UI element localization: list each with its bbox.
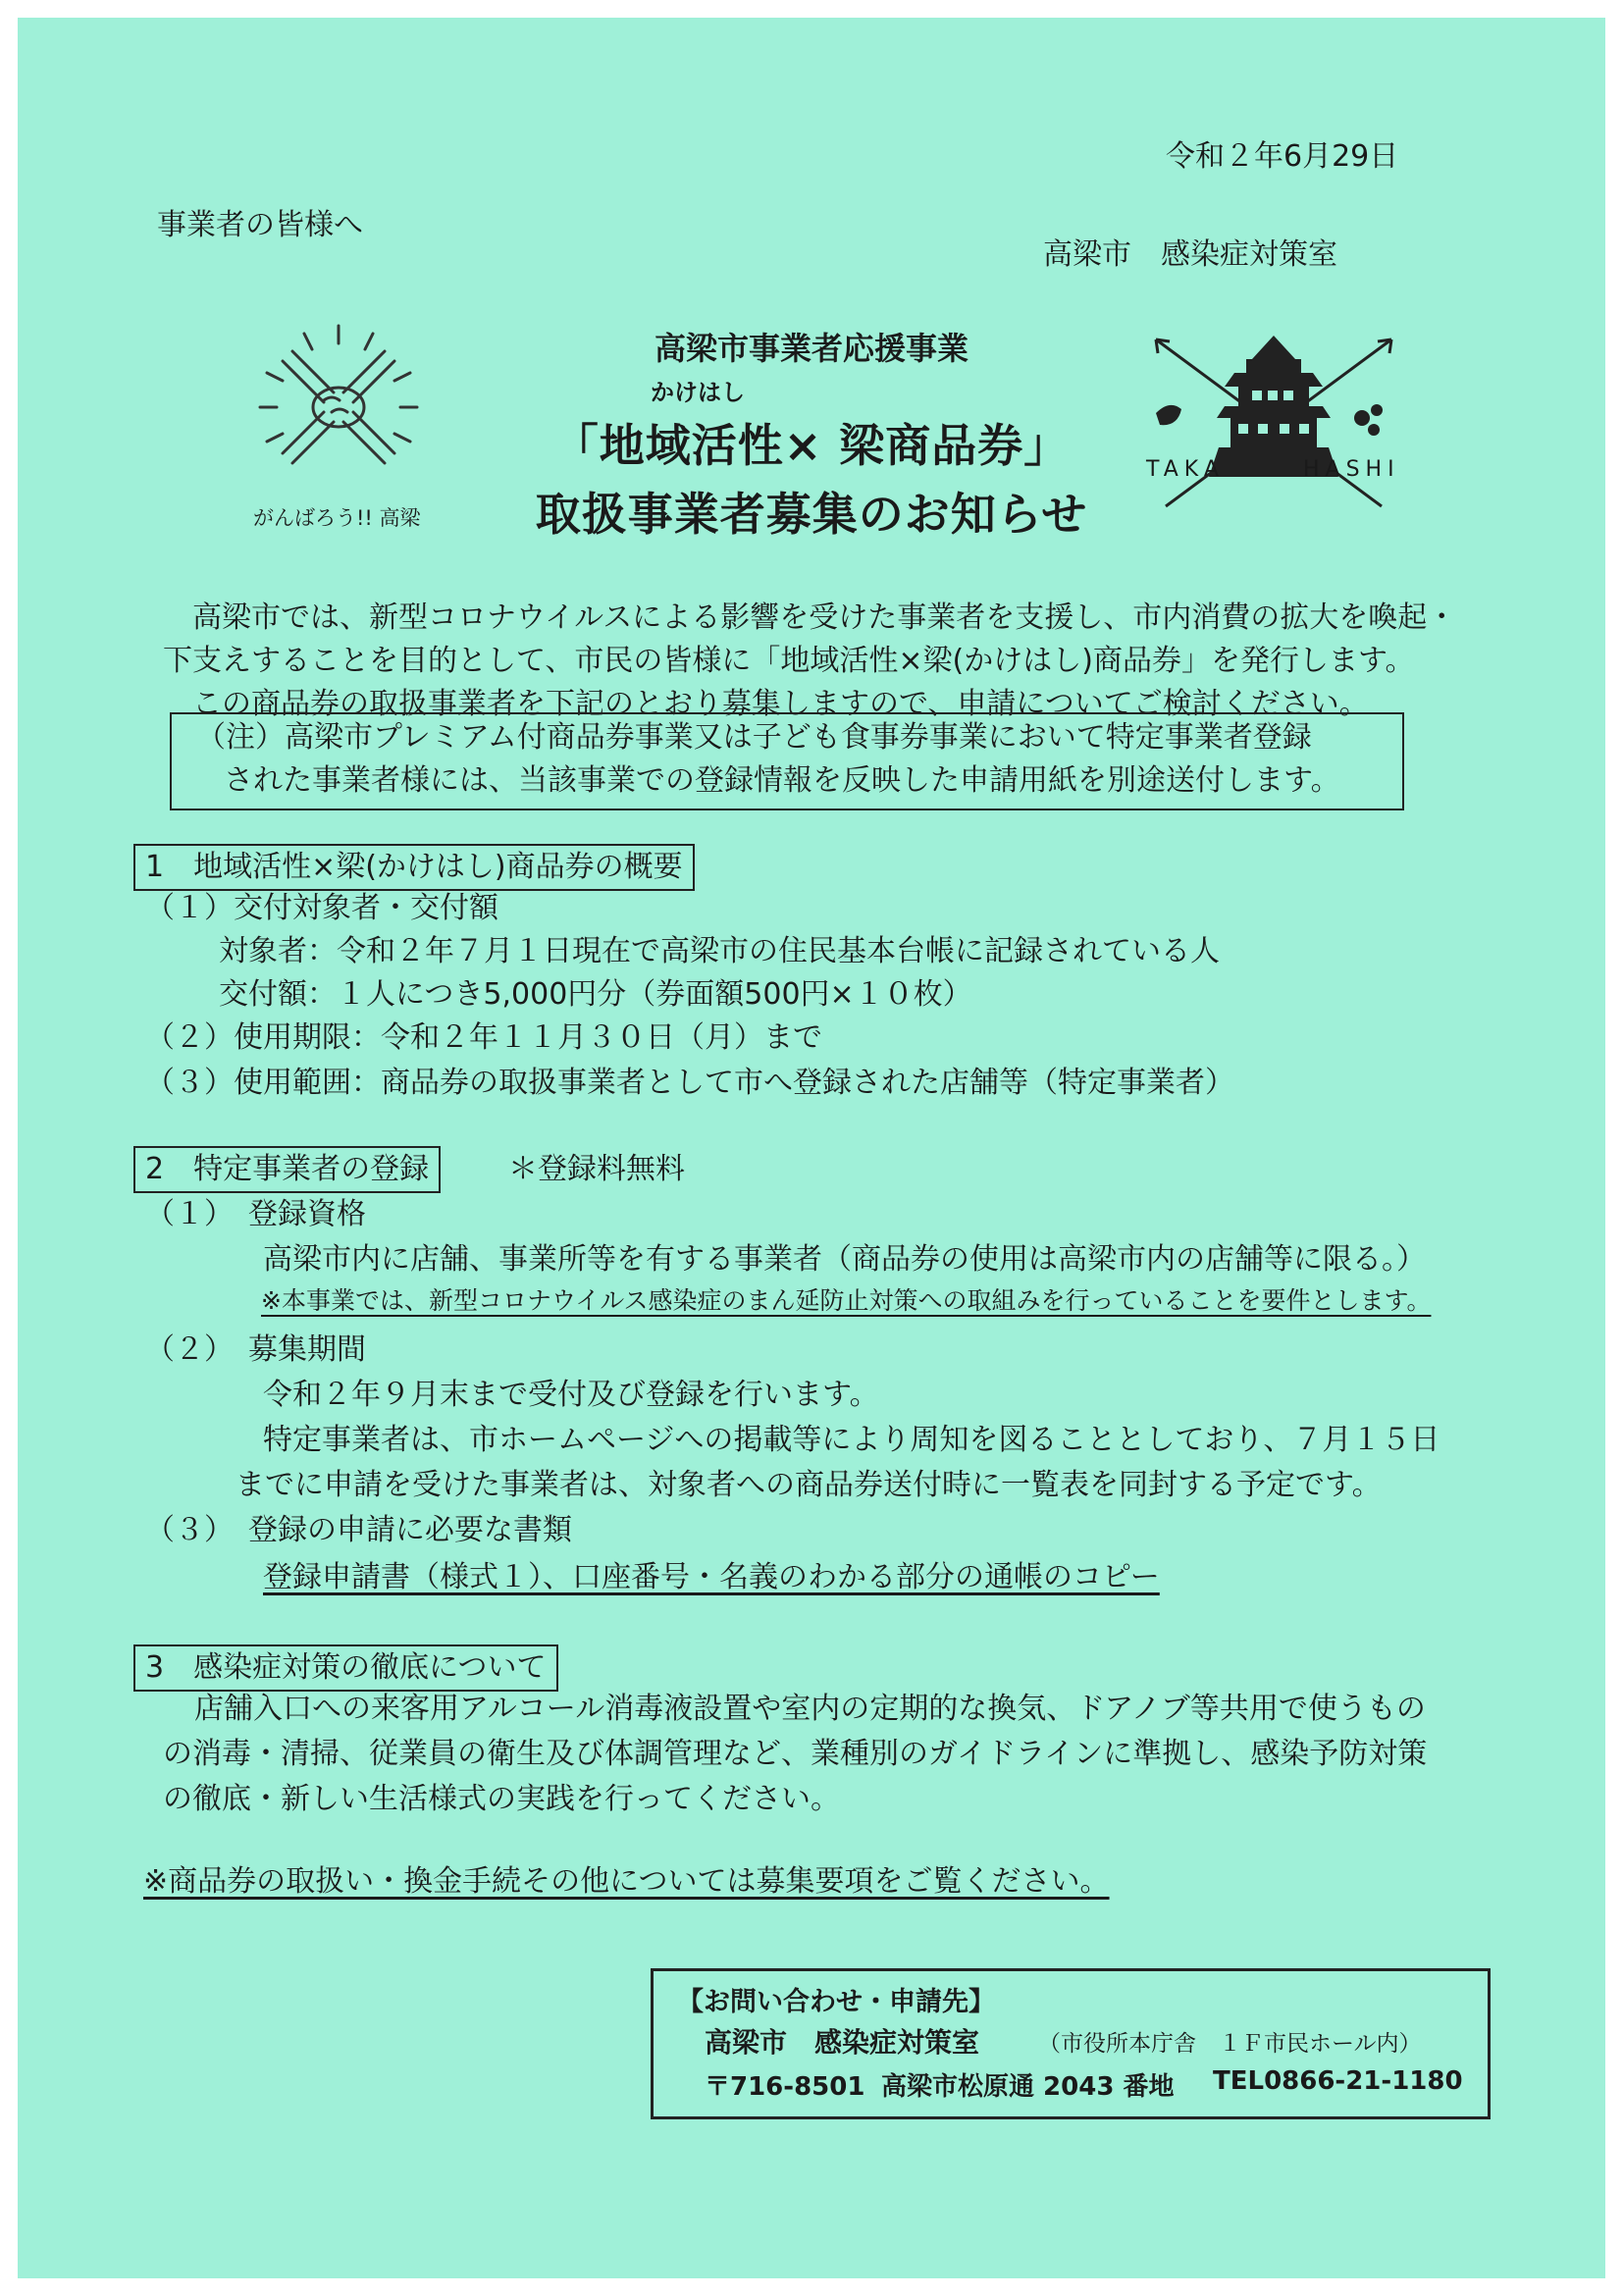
title-line2: 「地域活性× 梁商品券」 bbox=[552, 419, 1071, 472]
section2-line-5: 令和２年９月末まで受付及び登録を行います。 bbox=[263, 1378, 879, 1412]
title-ruby: かけはし bbox=[651, 379, 745, 406]
intro-line-2: 下支えすることを目的として、市民の皆様に「地域活性×梁(かけはし)商品券」を発行します。 bbox=[163, 644, 1415, 678]
contact-address: 高梁市松原通 2043 番地 bbox=[881, 2072, 1175, 2102]
left-logo-caption: がんばろう!! 高梁 bbox=[253, 506, 421, 530]
section1-item-2: 対象者：令和２年７月１日現在で高梁市の住民基本台帳に記録されている人 bbox=[219, 934, 1220, 968]
section1-item-1: （１）交付対象者・交付額 bbox=[145, 891, 498, 925]
sender: 高梁市 感染症対策室 bbox=[1043, 237, 1337, 272]
issue-date: 令和２年6月29日 bbox=[1166, 139, 1399, 174]
footnote: ※商品券の取扱い・換金手続その他については募集要項をご覧ください。 bbox=[143, 1864, 1110, 1899]
section3-line-1: 店舗入口への来客用アルコール消毒液設置や室内の定期的な換気、ドアノブ等共用で使うもの bbox=[194, 1692, 1426, 1726]
section2-line-8: （３） 登録の申請に必要な書類 bbox=[145, 1513, 572, 1547]
section1-item-3: 交付額：１人につき5,000円分（券面額500円×１０枚） bbox=[219, 977, 972, 1012]
contact-office: 高梁市 感染症対策室 bbox=[705, 2026, 980, 2059]
section2-line-1: （１） 登録資格 bbox=[145, 1197, 366, 1231]
section2-line-2: 高梁市内に店舗、事業所等を有する事業者（商品券の使用は高梁市内の店舗等に限る。） bbox=[263, 1242, 1426, 1277]
section1-item-4: （２）使用期限：令和２年１１月３０日（月）まで bbox=[145, 1020, 822, 1055]
contact-postal: 〒716-8501 bbox=[705, 2072, 865, 2102]
note-line-1: （注）高梁市プレミアム付商品券事業又は子ども食事券事業において特定事業者登録 bbox=[196, 720, 1312, 755]
section2-line-6: 特定事業者は、市ホームページへの掲載等により周知を図ることとしており、７月１５日 bbox=[263, 1423, 1440, 1457]
section3-line-2: の消毒・清掃、従業員の衛生及び体調管理など、業種別のガイドラインに準拠し、感染予防対策 bbox=[163, 1737, 1428, 1771]
logo-text-left: TAKA bbox=[1146, 457, 1225, 482]
section1-item-5: （３）使用範囲：商品券の取扱事業者として市へ登録された店舗等（特定事業者） bbox=[145, 1066, 1234, 1100]
section2-line-4: （２） 募集期間 bbox=[145, 1332, 366, 1367]
title-line3: 取扱事業者募集のお知らせ bbox=[535, 488, 1088, 541]
section2-line-3: ※本事業では、新型コロナウイルス感染症のまん延防止対策への取組みを行っていることを要件とします。 bbox=[261, 1286, 1432, 1315]
intro-line-1: 高梁市では、新型コロナウイルスによる影響を受けた事業者を支援し、市内消費の拡大を喚起・ bbox=[192, 600, 1457, 635]
contact-heading: 【お問い合わせ・申請先】 bbox=[677, 1987, 995, 2017]
section2-fee-note: ＊登録料無料 bbox=[508, 1152, 685, 1186]
contact-tel: TEL0866-21-1180 bbox=[1213, 2066, 1463, 2096]
section2-heading: 2 特定事業者の登録 bbox=[133, 1146, 441, 1193]
section3-heading: 3 感染症対策の徹底について bbox=[133, 1644, 558, 1692]
note-line-2: された事業者様には、当該事業での登録情報を反映した申請用紙を別途送付します。 bbox=[224, 763, 1340, 798]
section3-line-3: の徹底・新しい生活様式の実践を行ってください。 bbox=[163, 1782, 840, 1816]
addressee: 事業者の皆様へ bbox=[157, 208, 363, 242]
section2-line-7: までに申請を受けた事業者は、対象者への商品券送付時に一覧表を同封する予定です。 bbox=[236, 1468, 1382, 1502]
section2-line-9: 登録申請書（様式１）、口座番号・名義のわかる部分の通帳のコピー bbox=[263, 1560, 1160, 1594]
takahashi-castle-logo bbox=[1136, 320, 1411, 516]
intro-line-3: この商品券の取扱事業者を下記のとおり募集しますので、申請についてご検討ください。 bbox=[192, 687, 1369, 721]
section1-heading: 1 地域活性×梁(かけはし)商品券の概要 bbox=[133, 844, 695, 891]
logo-text-right: HASHI bbox=[1303, 457, 1400, 482]
document-page bbox=[18, 18, 1605, 2278]
title-line1: 高梁市事業者応援事業 bbox=[654, 330, 969, 367]
contact-office-note: （市役所本庁舎 １Ｆ市民ホール内） bbox=[1038, 2031, 1422, 2057]
